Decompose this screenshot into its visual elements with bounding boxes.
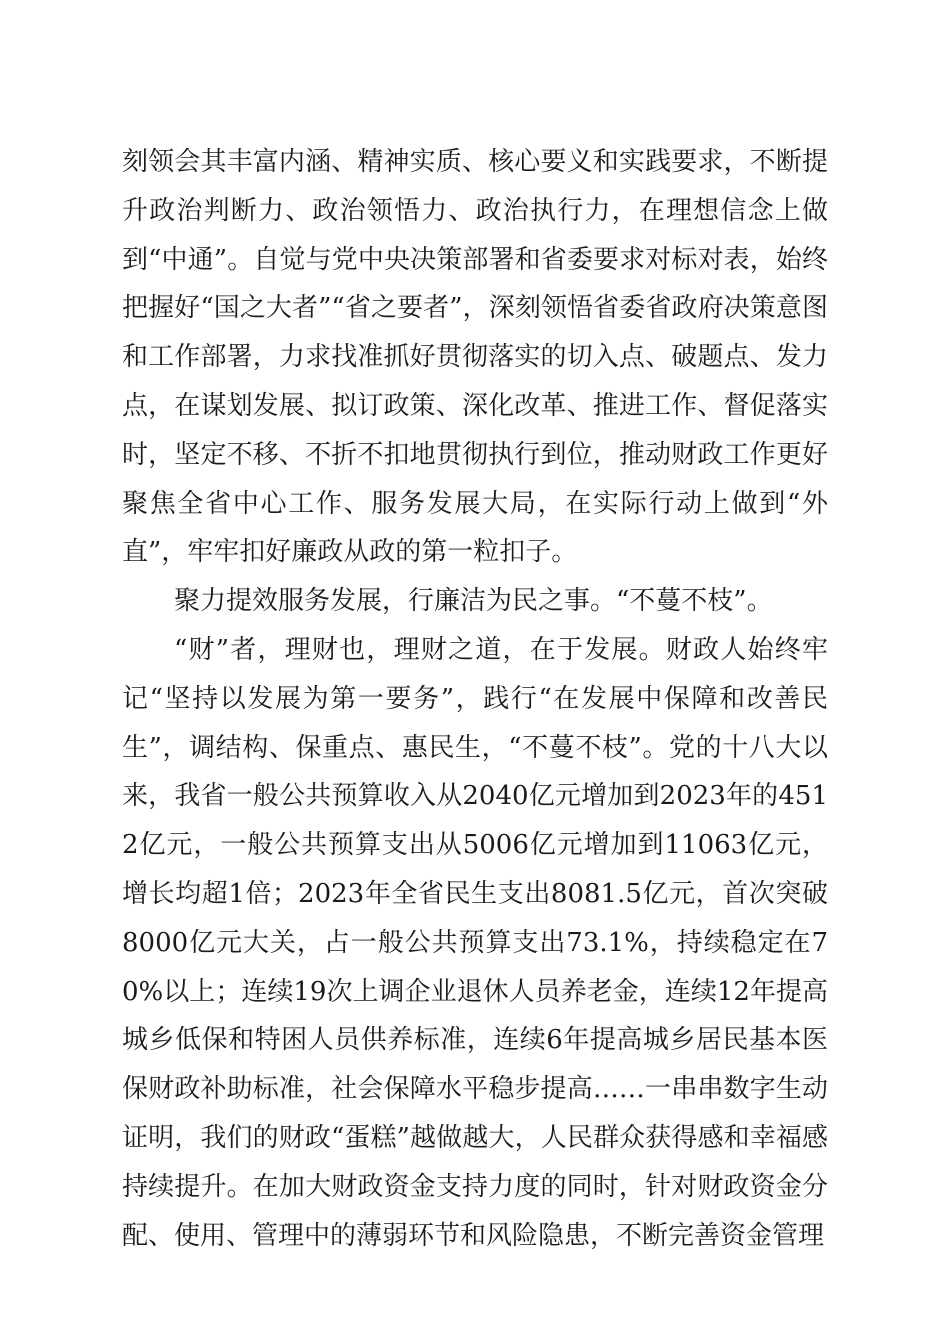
- document-body: [122, 138, 828, 1260]
- paragraph-finance-development: “财”者，理财也，理财之道，在于发展。财政人始终牢记“坚持以发展为第一要务”，践行“在发展中保障和改善民生”，调结构、保重点、惠民生，“不蔓不枝”。党的十八大以来，我省一般公共预算收入从2040亿元增加到2023年的4512亿元，一般公共预算支出从5006亿元增加到11063亿元，增长均超1倍；2023年全省民生支出8081.5亿元，首次突破8000亿元大关，占一般公共预算支出73.1%，持续稳定在70%以上；连续19次上调企业退休人员养老金，连续12年提高城乡低保和特困人员供养标准，连续6年提高城乡居民基本医保财政补助标准，社会保障水平稳步提高……一串串数字生动证明，我们的财政“蛋糕”越做越大，人民群众获得感和幸福感持续提升。在加大财政资金支持力度的同时，针对财政资金分配、使用、管理中的薄弱环节和风险隐患，不断完善资金管理: [122, 634, 828, 1251]
- paragraph-continuation: 刻领会其丰富内涵、精神实质、核心要义和实践要求，不断提升政治判断力、政治领悟力、政治执行力，在理想信念上做到“中通”。自觉与党中央决策部署和省委要求对标对表，始终把握好“国之大者”“省之要者”，深刻领悟省委省政府决策意图和工作部署，力求找准抓好贯彻落实的切入点、破题点、发力点，在谋划发展、拟订政策、深化改革、推进工作、督促落实时，坚定不移、不折不扣地贯彻执行到位，推动财政工作更好聚焦全省中心工作、服务发展大局，在实际行动上做到“外直”，牢牢扣好廉政从政的第一粒扣子。: [122, 147, 828, 568]
- section-heading-paragraph: 聚力提效服务发展，行廉洁为民之事。“不蔓不枝”。: [174, 586, 773, 617]
